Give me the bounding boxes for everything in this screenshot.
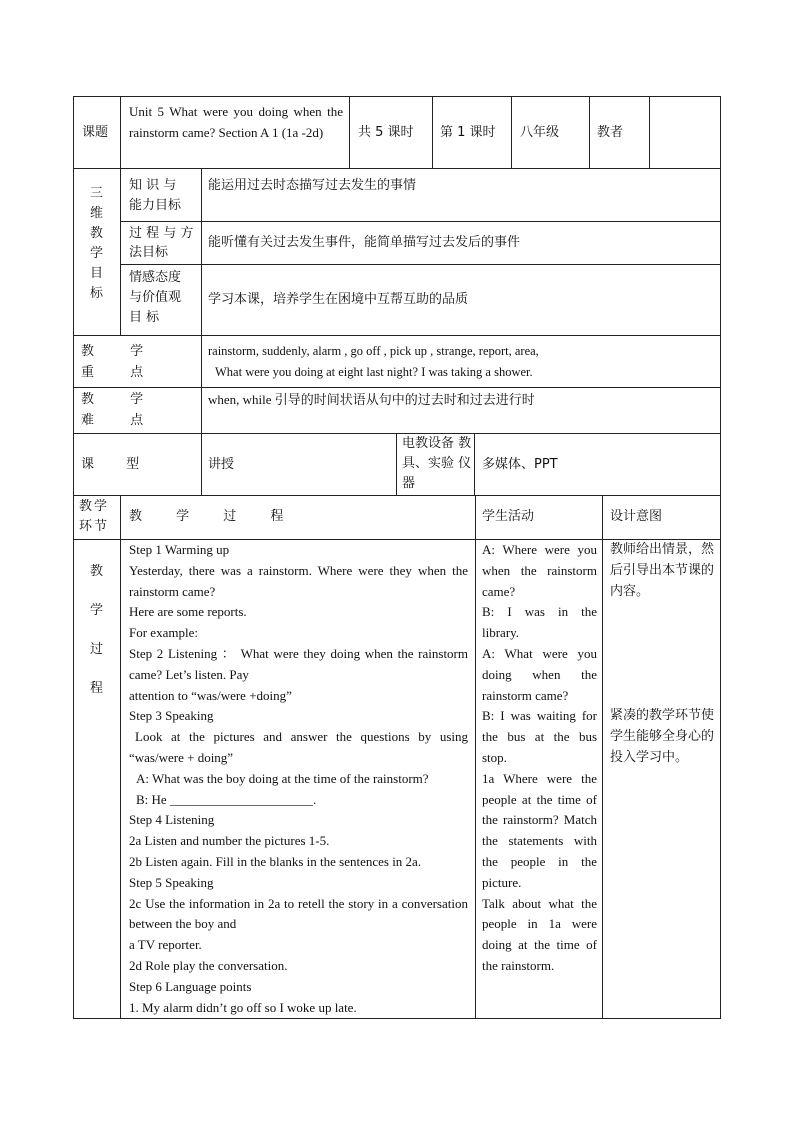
equipment-label: 电教设备 教具、实验 仪器 xyxy=(402,436,472,491)
step-line: A: What was the boy doing at the time of the rainstorm? xyxy=(136,770,429,786)
student-activity: A: What were you doing when the rainstorm came? xyxy=(482,645,597,703)
difficulties-label-2: 难 点 xyxy=(81,413,144,428)
student-activity: B: I was in the library. xyxy=(482,604,597,641)
objectives-label-char: 标 xyxy=(89,286,103,301)
objective-label-process: 过 程 与 方法目标 xyxy=(129,226,194,260)
rule xyxy=(120,495,121,1019)
student-activity: A: Where were you when the rainstorm came? xyxy=(482,542,597,599)
rule xyxy=(432,96,433,168)
step-line: Step 3 Speaking xyxy=(129,708,214,724)
step-line: Step 2 Listening ： What were they doing when the rainstorm came? Let’s listen. Pay xyxy=(129,645,468,682)
design-intent-2: 紧凑的教学环节使学生能够全身心的投入学习中。 xyxy=(610,708,715,765)
objectives-label-char: 学 xyxy=(89,246,103,261)
process-header: 教 学 过 程 xyxy=(129,509,284,524)
rule xyxy=(649,96,650,168)
step-line: 2d Role play the conversation. xyxy=(129,957,288,973)
step-line: 2b Listen again. Fill in the blanks in the sentences in 2a. xyxy=(129,853,422,869)
objectives-label-char: 目 xyxy=(89,266,103,281)
step-line: Here are some reports. xyxy=(129,604,247,620)
lesson-type-label: 课 型 xyxy=(81,457,140,472)
student-activity: B: I was waiting for the bus at the bus stop. xyxy=(482,708,597,765)
student-activity: 1a Where were the people at the time of the rainstorm? Match the statements with the people in the picture. xyxy=(482,770,597,890)
step-line: B: He ______________________. xyxy=(136,791,317,807)
objectives-label xyxy=(73,184,120,304)
rule xyxy=(73,433,721,434)
objective-value-process: 能听懂有关过去发生事件，能简单描写过去发后的事件 xyxy=(208,235,521,250)
key-points-line-2: What were you doing at eight last night? I was taking a shower. xyxy=(215,365,533,379)
design-header: 设计意图 xyxy=(610,509,663,524)
step-line: a TV reporter. xyxy=(129,937,202,953)
objectives-label-char: 教 xyxy=(89,226,103,241)
rule xyxy=(73,96,721,97)
step-line: 2a Listen and number the pictures 1-5. xyxy=(129,833,330,849)
rule xyxy=(73,335,721,336)
topic-label: 课题 xyxy=(82,125,109,140)
step-line: For example: xyxy=(129,625,198,641)
rule xyxy=(120,264,721,265)
design-intent-1: 教师给出情景，然后引导出本节课的内容。 xyxy=(610,542,715,599)
process-steps xyxy=(129,540,468,1018)
lesson-type-value: 讲授 xyxy=(208,457,235,472)
rule xyxy=(73,495,721,496)
rule xyxy=(602,495,603,1019)
objectives-label-char: 维 xyxy=(89,206,103,221)
difficulties-value: when, while 引导的时间状语从句中的过去时和过去进行时 xyxy=(208,392,535,407)
teacher-label: 教者 xyxy=(597,125,624,140)
difficulties-label-1: 教 学 xyxy=(81,392,144,407)
key-points-label-1: 教 学 xyxy=(81,344,144,359)
step-line: Look at the pictures and answer the questions by using “was/were + doing” xyxy=(129,729,468,765)
rule xyxy=(474,433,475,495)
grade: 八年级 xyxy=(520,125,560,140)
rule xyxy=(475,495,476,1019)
stage-label xyxy=(73,560,120,696)
stage-label-char: 教 xyxy=(89,564,103,579)
rule xyxy=(120,221,721,222)
equipment-value: 多媒体、PPT xyxy=(482,457,558,472)
student-header: 学生活动 xyxy=(482,509,535,524)
period: 第 1 课时 xyxy=(440,125,496,140)
rule xyxy=(201,335,202,495)
student-activity: Talk about what the people in 1a were doing at the time of the rainstorm. xyxy=(482,895,597,973)
rule xyxy=(120,96,121,168)
stage-label-char: 程 xyxy=(89,681,103,696)
student-activities xyxy=(482,540,597,977)
step-line: Yesterday, there was a rainstorm. Where were they when the rainstorm came? xyxy=(129,562,468,599)
rule xyxy=(201,168,202,335)
step-line: Step 4 Listening xyxy=(129,812,215,828)
step-line: attention to “was/were +doing” xyxy=(129,687,292,703)
step-line: Step 5 Speaking xyxy=(129,874,214,890)
rule xyxy=(511,96,512,168)
rule xyxy=(720,96,721,1019)
lesson-plan-table xyxy=(73,96,721,1019)
rule xyxy=(73,387,721,388)
topic-value: Unit 5 What were you doing when the rainstorm came? Section A 1 (1a -2d) xyxy=(129,104,343,140)
objective-value-emotion: 学习本课，培养学生在困境中互帮互助的品质 xyxy=(208,292,469,307)
total-periods: 共 5 课时 xyxy=(358,125,414,140)
key-points-label-2: 重 点 xyxy=(81,365,144,380)
stage-label-char: 过 xyxy=(89,642,103,657)
objective-label-emotion: 情感态度 与价值观 目 标 xyxy=(129,270,182,325)
rule xyxy=(396,433,397,495)
step-line: 1. My alarm didn’t go off so I woke up late. xyxy=(129,999,357,1015)
step-line: Step 1 Warming up xyxy=(129,542,230,557)
objective-label-knowledge: 知 识 与 能力目标 xyxy=(129,178,182,213)
rule xyxy=(589,96,590,168)
objective-value-knowledge: 能运用过去时态描写过去发生的事情 xyxy=(208,178,417,193)
rule xyxy=(73,168,721,169)
rule xyxy=(349,96,350,168)
stage-label-char: 学 xyxy=(89,603,103,618)
step-line: Step 6 Language points xyxy=(129,978,252,994)
rule xyxy=(120,168,121,335)
key-points-line-1: rainstorm, suddenly, alarm , go off , pick up , strange, report, area, xyxy=(208,344,539,358)
step-line: 2c Use the information in 2a to retell the story in a conversation between the boy and xyxy=(129,895,468,932)
stage-header: 教学 环节 xyxy=(79,499,110,534)
objectives-label-char: 三 xyxy=(89,186,103,201)
